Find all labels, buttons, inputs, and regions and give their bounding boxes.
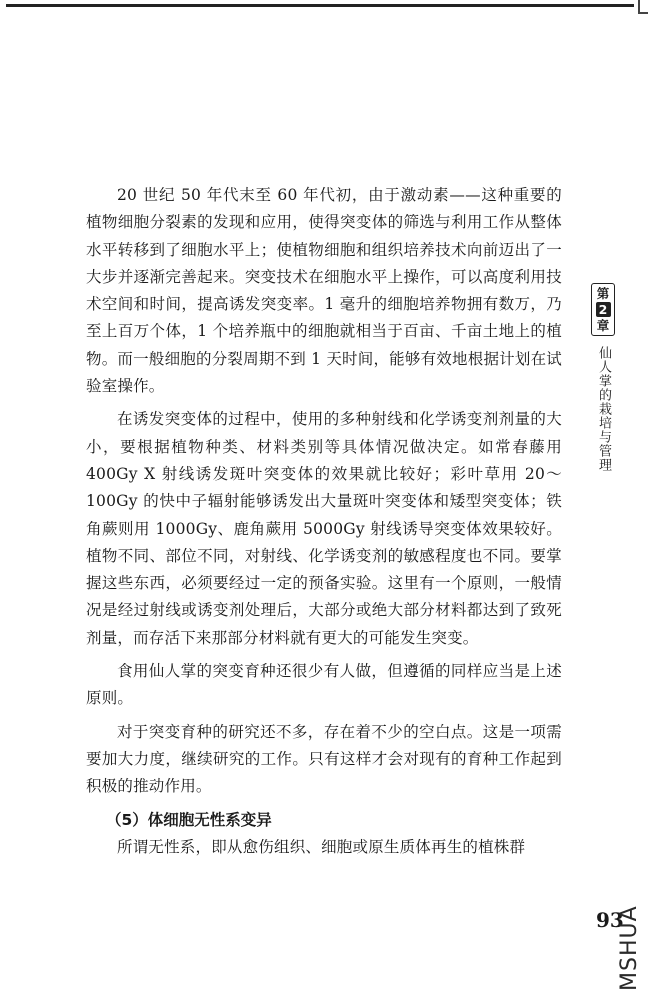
paragraph-5: 所谓无性系，即从愈伤组织、细胞或原生质体再生的植株群 xyxy=(117,837,526,856)
watermark: MSHUA xyxy=(617,905,642,991)
page-body xyxy=(86,182,562,867)
chapter-suffix: 章 xyxy=(596,318,610,333)
corner-mark xyxy=(638,0,648,14)
chapter-title: 仙人掌的栽培与管理 xyxy=(596,346,611,472)
top-rule xyxy=(6,4,634,7)
paragraph-4: 对于突变育种的研究还不多，存在着不少的空白点。这是一项需要加大力度，继续研究的工作。只有这样才会对现有的育种工作起到积极的推动作用。 xyxy=(86,722,562,796)
page-number: 93 xyxy=(596,908,624,932)
chapter-prefix: 第 xyxy=(596,286,610,301)
section-heading: （5）体细胞无性系变异 xyxy=(106,810,272,829)
paragraph-1: 20 世纪 50 年代末至 60 年代初，由于激动素——这种重要的植物细胞分裂素的发现和应用，使得突变体的筛选与利用工作从整体水平转移到了细胞水平上；使植物细胞和组织培养技术向前迈出了一大步并逐渐完善起来。突变技术在细胞水平上操作，可以高度利用技术空间和时间，提高诱发突变率。1 毫升的细胞培养物拥有数万，乃至上百万个体，1 个培养瓶中的细胞就相当于百亩、千亩土地上的植物。而一般细胞的分裂周期不到 1 天时间，能够有效地根据计划在试验室操作。 xyxy=(86,186,562,396)
chapter-side-tab xyxy=(589,283,617,472)
paragraph-3: 食用仙人掌的突变育种还很少有人做，但遵循的同样应当是上述原则。 xyxy=(86,662,562,708)
chapter-number: 2 xyxy=(596,302,611,317)
chapter-badge xyxy=(591,283,615,336)
paragraph-2: 在诱发突变体的过程中，使用的多种射线和化学诱变剂剂量的大小，要根据植物种类、材料类别等具体情况做决定。如常春藤用 400Gy X 射线诱发斑叶突变体的效果就比较好；彩叶草用 20～100Gy 的快中子辐射能够诱发出大量斑叶突变体和矮型突变体；铁角蕨则用 1000Gy、鹿角蕨用 5000Gy 射线诱导突变体效果较好。植物不同、部位不同，对射线、化学诱变剂的敏感程度也不同。要掌握这些东西，必须要经过一定的预备实验。这里有一个原则，一般情况是经过射线或诱变剂处理后，大部分或绝大部分材料都达到了致死剂量，而存活下来那部分材料就有更大的可能发生突变。 xyxy=(86,410,562,647)
